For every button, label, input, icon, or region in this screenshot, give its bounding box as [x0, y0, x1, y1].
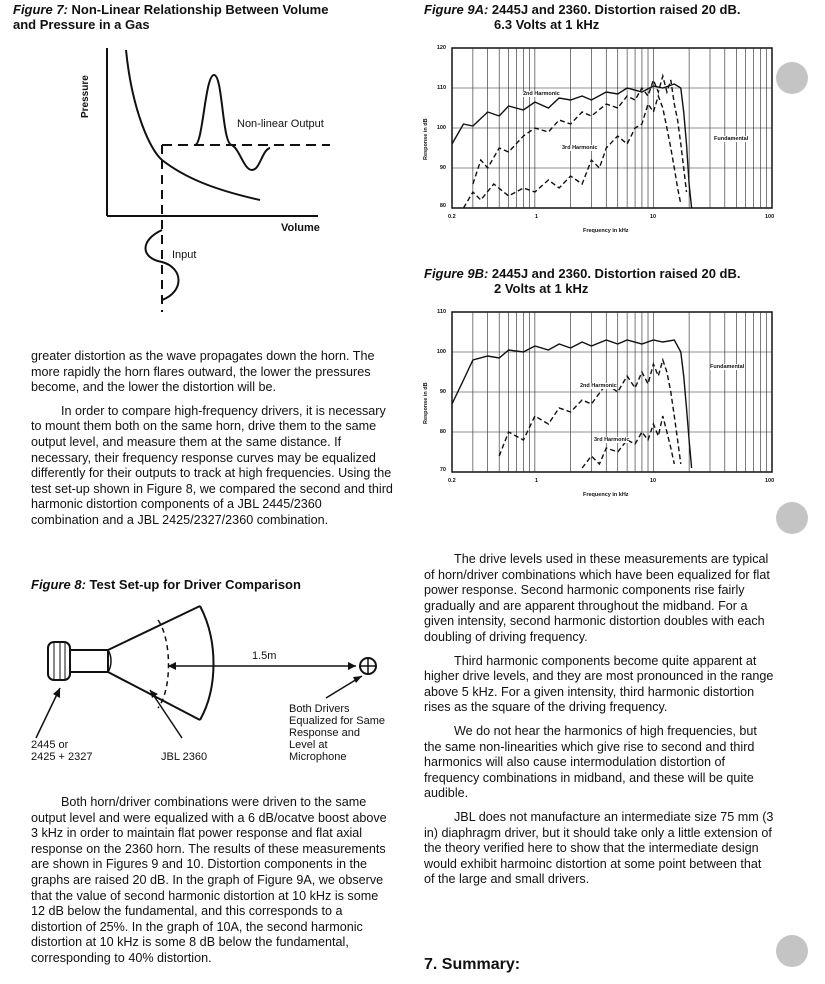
right-paragraph-4: JBL does not manufacture an intermediate size 75 mm (3 in) diaphragm driver, but it should take only a little extension of the theory verified here to show that the intermediate design would exhibit harmoinc distortion at some point between that of the large and small drivers.: [424, 809, 774, 887]
figure-7-diagram: [0, 0, 400, 330]
fig8-mic-label: [289, 703, 385, 763]
fig9b-ytick-70: 70: [439, 467, 446, 473]
fig8-driver-label-line2: 2425 + 2327: [31, 751, 93, 763]
fig9a-xtick-10: 10: [650, 214, 657, 220]
figure-8-lead: Figure 8:: [31, 577, 86, 592]
fig9b-xtick-100: 100: [765, 478, 775, 484]
fig9b-ytick-100: 100: [436, 349, 446, 355]
fig9a-ytick-80: 80: [439, 203, 446, 209]
fig7-pressure-label: Pressure: [80, 75, 91, 118]
figure-9a-caption: [424, 2, 824, 32]
fig8-mic-label-line4: Level at: [289, 739, 328, 751]
fig9b-xtick-0.2: 0.2: [448, 478, 456, 484]
fig9a-label-3rd-harmonic: 3rd Harmonic: [562, 145, 598, 151]
right-paragraph-1: The drive levels used in these measurements are typical of horn/driver combinations which have been equalized for flat power response. Second harmonic components rise fairly gradually and are apparent throughout the midband. For a given intensity, second harmonic distortion doubles with each doubling of driving frequency.: [424, 552, 770, 644]
fig9b-xlabel: Frequency in kHz: [583, 492, 629, 498]
fig9a-ytick-90: 90: [439, 165, 446, 171]
fig8-horn-mouth: [200, 606, 214, 720]
fig8-driver: [48, 642, 70, 680]
fig9b-xtick-1: 1: [535, 478, 539, 484]
fig8-driver-label: [31, 739, 92, 763]
fig9a-xlabel: Frequency in kHz: [583, 228, 629, 234]
figure-7-lead: Figure 7:: [13, 2, 68, 17]
fig8-horn-label: JBL 2360: [161, 751, 208, 763]
fig8-distance-label: 1.5m: [252, 650, 277, 662]
fig7-input-label: Input: [172, 249, 197, 261]
margin-dot-1: [776, 62, 808, 94]
fig9b-ylabel: Response in dB: [423, 382, 429, 424]
fig9a-ylabel: Response in dB: [423, 118, 429, 160]
fig9a-label-fundamental: Fundamental: [714, 136, 749, 142]
figure-8-title: Test Set-up for Driver Comparison: [89, 577, 301, 592]
fig9b-label-3rd-harmonic: 3rd Harmonic: [594, 437, 630, 443]
fig9a-xtick-0.2: 0.2: [448, 214, 456, 220]
fig9b-ytick-80: 80: [439, 429, 446, 435]
fig9b-label-fundamental: Fundamental: [710, 364, 745, 370]
figure-9b-caption: [424, 266, 824, 296]
fig8-mic-label-line2: Equalized for Same: [289, 715, 385, 727]
left-paragraph-1: greater distortion as the wave propagates down the horn. The more rapidly the horn flares outward, the lower the pressures become, and the lower the distortion will be.: [31, 349, 375, 395]
fig8-mic-label-line1: Both Drivers: [289, 703, 350, 715]
right-paragraph-2: Third harmonic components become quite apparent at higher drive levels, and they are most pronounced in the range above 5 kHz. For a given intensity, third harmonic distortion rises as the square of the driving frequency.: [424, 653, 774, 715]
fig9a-ytick-100: 100: [436, 125, 446, 131]
fig7-volume-label: Volume: [281, 222, 320, 234]
fig9a-ytick-110: 110: [437, 85, 446, 91]
left-paragraph-3: Both horn/driver combinations were driven to the same output level and were equalized with a 6 dB/ocatve boost above 3 kHz in order to maintain flat power response and flat axial response on the 2360 horn. The results of these measurements are shown in Figures 9 and 10. Distortion components in the graphs are raised 20 dB. In the graph of Figure 9A, we observe that the value of second harmonic distortion at 10 kHz is some 12 dB below the fundamental, and this corresponds to a distortion of 25%. In the graph of 10A, the second harmonic distortion at 10 kHz is some 8 dB below the fundamental, corresponding to 40% distortion.: [31, 795, 387, 965]
margin-dot-3: [776, 935, 808, 967]
fig8-horn-sides: [108, 606, 200, 720]
fig9b-ytick-90: 90: [439, 389, 446, 395]
fig7-nonlinear-label: Non-linear Output: [237, 118, 324, 130]
fig9a-xtick-1: 1: [535, 214, 539, 220]
figure-7-title-line2: and Pressure in a Gas: [13, 17, 150, 32]
figure-7-title-line1: Non-Linear Relationship Between Volume: [71, 2, 329, 17]
right-paragraph-3: We do not hear the harmonics of high frequencies, but the same non-linearities which give rise to second and third harmonics will also cause intermodulation distortion of frequency combinations in midband, and these will be quite audible.: [424, 723, 757, 801]
fig9a-ytick-120: 120: [436, 45, 446, 51]
figure-9b-title-line2: 2 Volts at 1 kHz: [494, 281, 589, 296]
summary-heading: 7. Summary:: [424, 956, 521, 973]
figure-9a-lead: Figure 9A:: [424, 2, 489, 17]
fig8-driver-label-line1: 2445 or: [31, 739, 69, 751]
left-paragraph-2: In order to compare high-frequency drivers, it is necessary to mount them both on the same horn, drive them to the same output level, and measure them at the same distance. If necessary, their frequency response curves may be equalized differently for their outputs to track at high frequencies. Using the test set-up shown in Figure 8, we compared the second and third harmonic distortion components of a JBL 2445/2360 combination and a JBL 2425/2327/2360 combination.: [31, 403, 393, 527]
fig8-mic-label-line3: Response and: [289, 727, 360, 739]
figure-9b-lead: Figure 9B:: [424, 266, 489, 281]
fig9a-xtick-100: 100: [765, 214, 775, 220]
fig9b-ytick-110: 110: [437, 309, 446, 315]
figure-9a-title-line2: 6.3 Volts at 1 kHz: [494, 17, 600, 32]
figure-9b-title-line1: 2445J and 2360. Distortion raised 20 dB.: [491, 266, 741, 281]
margin-dot-2: [776, 502, 808, 534]
fig9b-xtick-10: 10: [650, 478, 657, 484]
left-text-lower: [31, 795, 393, 975]
figure-9a-chart: [452, 48, 772, 208]
fig8-mic-label-line5: Microphone: [289, 751, 347, 763]
fig9b-label-2nd-harmonic: 2nd Harmonic: [580, 383, 617, 389]
right-text: [424, 552, 774, 896]
fig9a-label-2nd-harmonic: 2nd Harmonic: [523, 91, 560, 97]
fig8-throat: [70, 650, 108, 672]
figure-9b-chart: [452, 312, 772, 472]
figure-9a-title-line1: 2445J and 2360. Distortion raised 20 dB.: [491, 2, 741, 17]
left-text-upper: [31, 349, 393, 537]
